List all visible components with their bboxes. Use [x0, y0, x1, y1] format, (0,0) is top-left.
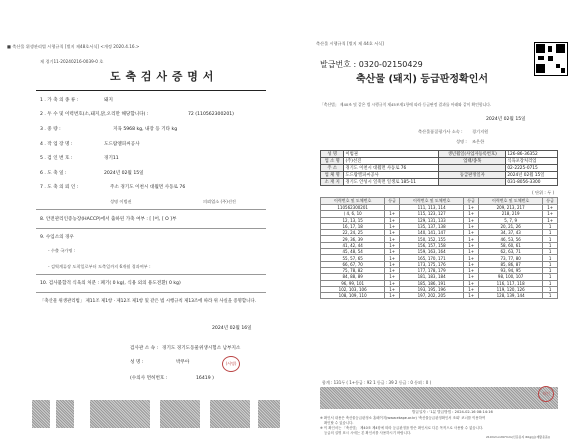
- column-header: 등급: [543, 198, 558, 205]
- table-cell: 이범권: [344, 151, 439, 158]
- table-cell: 1: [543, 293, 558, 299]
- applicant-info-table: [320, 150, 558, 186]
- table-cell: 1: [543, 255, 558, 261]
- table-cell: 식육포장처리업: [506, 158, 558, 165]
- table-cell: 209, 213, 217: [478, 205, 542, 211]
- table-cell: 165, 170, 171: [399, 255, 463, 261]
- table-cell: 1: [543, 261, 558, 267]
- table-cell: 135, 137, 138: [399, 223, 463, 229]
- table-cell: 84, 88, 89: [321, 274, 385, 280]
- table-cell: 41, 42, 44: [321, 242, 385, 248]
- field-stamp-number-label: 5 . 검 인 번 호 :: [40, 156, 73, 161]
- table-cell: [439, 179, 506, 186]
- table-cell: 110562300201: [321, 205, 385, 211]
- table-cell: 93, 94, 95: [478, 267, 542, 273]
- haccp-row: 8. 안전관리인증농장(HACCP)에서 출하된 가축 여부 : [ ]어, [ O ]부: [40, 217, 177, 222]
- table-cell: 140, 141, 147: [399, 230, 463, 236]
- table-row: [321, 274, 558, 280]
- official-seal: 직인: [538, 386, 554, 402]
- table-cell: 75, 78, 82: [321, 267, 385, 273]
- field-weight-label: 3 . 중 량 :: [40, 127, 61, 132]
- grade-confirmation-certificate: [296, 0, 583, 439]
- table-cell: 159, 163, 164: [399, 249, 463, 255]
- table-cell: 1+: [543, 205, 558, 211]
- import-label: 9. 수입소의 경우: [40, 235, 74, 240]
- section-divider: [36, 209, 266, 210]
- footnote-1: ※ 확인서 내용은 축산물등급판정소 홈페이지(www.ekape.or.kr) '축산물등급판정확인서 조회' 코너를 이용하여: [320, 416, 486, 420]
- field-requester-name: 성명 이범권: [110, 199, 132, 204]
- table-cell: 218, 219: [478, 211, 542, 217]
- form-header-note: ■ 축산물 위생관리법 시행규칙 [별지 제48호서식] <개정 2020.4.16.>: [7, 44, 140, 49]
- origin-country-label: - 수출 국가명 :: [48, 248, 76, 253]
- table-cell: 193, 195, 196: [399, 286, 463, 292]
- table-row: [321, 293, 558, 299]
- table-cell: 1+: [464, 261, 479, 267]
- unit-label: ( 단위 : 두 ): [532, 190, 555, 195]
- redacted-block: [320, 387, 558, 409]
- table-cell: 031-8056-3300: [506, 179, 558, 186]
- table-cell: 1+: [464, 211, 479, 217]
- table-cell: 129, 131, 133: [399, 217, 463, 223]
- table-cell: 1: [543, 286, 558, 292]
- table-cell: 업태/종목: [439, 158, 506, 165]
- table-cell: (주)선진: [344, 158, 439, 165]
- table-cell: 1+: [385, 230, 400, 236]
- issue-footer: 발급일자 : '1분 발급방법 : 2024-02-16 08:14:16: [412, 410, 493, 414]
- table-cell: 45, 48, 54: [321, 249, 385, 255]
- redacted-block: [56, 400, 74, 428]
- table-cell: 29, 36, 39: [321, 236, 385, 242]
- field-slaughter-date-value: 2024년 02월 15일: [104, 171, 144, 176]
- table-cell: 96, 99, 101: [321, 280, 385, 286]
- grading-date: 2024년 02월 15일: [486, 117, 526, 122]
- field-animal-type-label: 1 . 가 축 의 종 류 :: [40, 98, 79, 103]
- redacted-block: [258, 400, 280, 428]
- table-cell: 1+: [464, 280, 479, 286]
- redacted-block: [160, 400, 200, 428]
- table-cell: 1: [543, 280, 558, 286]
- table-cell: 1: [543, 230, 558, 236]
- table-cell: 12, 13, 15: [321, 217, 385, 223]
- table-row: [321, 179, 558, 186]
- table-cell: 1+: [464, 230, 479, 236]
- grader-office-value: 경기지원: [472, 129, 489, 134]
- table-row: [321, 286, 558, 292]
- table-cell: 98, 100, 107: [478, 274, 542, 280]
- inspector-office-value: 경기도 경기도동물위생시험소 남부지소: [162, 346, 241, 351]
- table-cell: 1+: [464, 223, 479, 229]
- table-cell: 1+: [464, 217, 479, 223]
- vet-license-label: (수의사 면허번호 :: [130, 376, 168, 381]
- document-title: 도 축 검 사 증 명 서: [110, 70, 214, 83]
- table-cell: 119, 120, 126: [478, 286, 542, 292]
- form-header-note: 축산물 시행규칙 [별지 제 44호 서식]: [316, 41, 384, 46]
- table-cell: 1+: [464, 249, 479, 255]
- table-cell: 1+: [385, 211, 400, 217]
- document-number: 제 경기11-20240216-0039-0 호: [40, 59, 104, 64]
- table-cell: 102, 103, 106: [321, 286, 385, 292]
- table-cell: 5, 7, 9: [478, 217, 542, 223]
- table-cell: 108, 109, 110: [321, 293, 385, 299]
- table-cell: 등급판정일자: [439, 172, 506, 179]
- table-cell: 생년월일(사업자등록번호): [439, 151, 506, 158]
- table-row: [321, 172, 558, 179]
- table-cell: 1+: [543, 217, 558, 223]
- table-cell: 1+: [464, 205, 479, 211]
- section-divider: [36, 228, 266, 229]
- table-cell: 111, 113, 114: [399, 205, 463, 211]
- table-cell: 1+: [464, 267, 479, 273]
- table-cell: [439, 165, 506, 172]
- footnote-4: 등급의 실명 표시 시에는 본 확인서를 사용하시기 바랍니다.: [324, 431, 412, 435]
- field-workplace-label: 4 . 작 업 장 명 :: [40, 142, 73, 147]
- inspector-name-label: 성 명 :: [130, 360, 144, 365]
- column-header: 등급: [464, 198, 479, 205]
- table-header-row: [321, 198, 558, 205]
- table-cell: 58, 60, 61: [478, 242, 542, 248]
- title-divider: [36, 90, 266, 91]
- table-cell: 116, 117, 118: [478, 280, 542, 286]
- table-cell: 115, 123, 127: [399, 211, 463, 217]
- table-cell: 2024년 02월 15일: [506, 172, 558, 179]
- table-cell: 1: [543, 242, 558, 248]
- table-cell: 1+: [385, 242, 400, 248]
- inspector-seal: (서명): [222, 356, 240, 372]
- table-cell: 22, 24, 25: [321, 230, 385, 236]
- table-cell: 1: [543, 274, 558, 280]
- table-cell: 1+: [464, 274, 479, 280]
- table-cell: 1+: [385, 261, 400, 267]
- grader-name-label: 성명 :: [456, 139, 467, 144]
- legal-basis: 「축산법」 제40조 및 같은 법 시행규칙 제45조제1항에 따라 등급판정 결과를 아래와 같이 확인합니다.: [320, 102, 492, 107]
- table-cell: 55, 57, 65: [321, 255, 385, 261]
- table-cell: 85, 86, 87: [478, 261, 542, 267]
- issue-date: 2024년 02월 16일: [212, 326, 252, 331]
- table-cell: 1+: [464, 236, 479, 242]
- table-cell: 66, 67, 70: [321, 261, 385, 267]
- qr-code: [534, 42, 568, 76]
- column-header: 이력번호 및 도체번호: [478, 198, 542, 205]
- column-header: 이력번호 및 도체번호: [399, 198, 463, 205]
- table-cell: 02-2225-0715: [506, 165, 558, 172]
- field-head-count-label: 2 . 두 수 및 이력번호(소,돼지,닭,오리만 해당합니다) :: [40, 112, 149, 117]
- table-row: [321, 280, 558, 286]
- table-cell: 1+: [385, 217, 400, 223]
- table-row: [321, 205, 558, 211]
- grader-name-value: 조은한: [472, 139, 485, 144]
- table-cell: 1: [543, 236, 558, 242]
- column-header: 이력번호 및 도체번호: [321, 198, 385, 205]
- table-cell: 150, 152, 155: [399, 236, 463, 242]
- field-requester-corp: 의뢰업소 (주)선진: [203, 199, 236, 204]
- table-cell: 126-86-36352: [506, 151, 558, 158]
- table-cell: 1+: [385, 267, 400, 273]
- table-row: [321, 165, 558, 172]
- table-cell: 소 재 지: [321, 179, 344, 186]
- footnote-3: ※ 이 확인서는 「축산법」 제40조 제4항에 따라 등급판정을 받은 확인서로 다른 목적으로 사용할 수 없습니다.: [320, 426, 484, 430]
- table-cell: 1: [543, 249, 558, 255]
- field-stamp-number-value: 경기11: [104, 156, 119, 161]
- table-cell: 1+: [385, 280, 400, 286]
- table-cell: 1+: [385, 255, 400, 261]
- table-cell: 16, 17, 18: [321, 223, 385, 229]
- table-cell: 181, 183, 184: [399, 274, 463, 280]
- table-cell: 1+: [464, 255, 479, 261]
- inspection-disposal-row: 10. 검사불합격 식육의 처분 : 폐기( 0 kg), 식용 외의 용도전환( 0 kg): [40, 281, 181, 286]
- field-workplace-value: 도드람엘피씨공사: [104, 142, 140, 147]
- table-cell: 1+: [385, 293, 400, 299]
- table-cell: 156, 157, 158: [399, 242, 463, 248]
- table-cell: 성 명: [321, 151, 344, 158]
- table-cell: 73, 77, 80: [478, 255, 542, 261]
- inspector-name-value: 박무아: [176, 360, 190, 365]
- table-cell: 경기도 이천시 대월면 사동로 76: [344, 165, 439, 172]
- field-requester-address: 주소 경기도 이천시 대월면 사동로 76: [110, 185, 186, 190]
- table-cell: 업 체 명: [321, 172, 344, 179]
- totals-row: 합계 : 131두 ( 1+등급 : 92 1 등급 : 39 2 등급 : 0 등외 : 0 ): [322, 380, 432, 385]
- table-cell: 1+: [385, 223, 400, 229]
- section-divider: [36, 274, 266, 275]
- table-cell: 1+: [385, 286, 400, 292]
- table-cell: 20, 21, 26: [478, 223, 542, 229]
- table-cell: 177, 178, 179: [399, 267, 463, 273]
- document-title: 축산물 (돼지) 등급판정확인서: [356, 74, 489, 85]
- table-cell: 1: [543, 267, 558, 273]
- table-cell: 185, 186, 191: [399, 280, 463, 286]
- grade-table: [320, 197, 558, 299]
- table-cell: 62, 63, 71: [478, 249, 542, 255]
- footnote-2: 확인할 수 있습니다.: [324, 421, 354, 425]
- table-cell: 주 소: [321, 165, 344, 172]
- table-cell: 197, 202, 205: [399, 293, 463, 299]
- column-header: 등급: [385, 198, 400, 205]
- field-head-count-value: 72 (110562300201): [188, 112, 234, 117]
- field-animal-type-value: 돼지: [104, 98, 113, 103]
- section-divider: [36, 292, 266, 293]
- field-weight-value: 지육 5968 kg, 내장 등 기타 kg: [113, 127, 178, 132]
- table-cell: 46, 53, 56: [478, 236, 542, 242]
- vet-license-value: 16419 ): [196, 376, 214, 381]
- table-cell: 경기도 안성시 일죽면 일생로 185-11: [344, 179, 439, 186]
- table-cell: 1+: [543, 211, 558, 217]
- table-cell: 128, 139, 144: [478, 293, 542, 299]
- redacted-block: [210, 400, 250, 428]
- redacted-block: [32, 400, 50, 428]
- table-cell: 173, 175, 176: [399, 261, 463, 267]
- legal-statement: 「축산물 위생관리법」 제11조 제1항 · 제12조 제1항 및 같은 법 시행규칙 제13조에 따라 위 사실을 증명합니다.: [40, 299, 257, 304]
- table-cell: 1+: [464, 293, 479, 299]
- quarantine-label: - 검역계류장 도착일로부터 도축일까지 6개월 경과여부 :: [48, 264, 151, 269]
- inspector-office-label: 검사관 소 속 :: [130, 346, 159, 351]
- table-cell: 1+: [385, 236, 400, 242]
- table-row: [321, 158, 558, 165]
- paper-size-note: 210mm×297mm(신문용지 60g/㎡(재활용품)): [486, 435, 551, 439]
- table-cell: 34, 37, 43: [478, 230, 542, 236]
- table-cell: 도드람엘피씨공사: [344, 172, 439, 179]
- table-cell: 1+: [385, 249, 400, 255]
- field-slaughter-date-label: 6 . 도 축 일 :: [40, 171, 67, 176]
- table-cell: 1+: [385, 274, 400, 280]
- redacted-block: [90, 400, 150, 428]
- table-row: [321, 151, 558, 158]
- grader-office-label: 축산물품질평가사 소속 :: [418, 129, 463, 134]
- field-requester-label: 7 . 도 축 의 뢰 인 :: [40, 185, 79, 190]
- table-cell: 1: [543, 223, 558, 229]
- table-cell: ( 4, 6, 10: [321, 211, 385, 217]
- issue-number: 발급번호 : 0320-02150429: [320, 60, 423, 69]
- table-cell: 1+: [464, 286, 479, 292]
- table-cell: 1+: [464, 242, 479, 248]
- table-cell: 업 소 명: [321, 158, 344, 165]
